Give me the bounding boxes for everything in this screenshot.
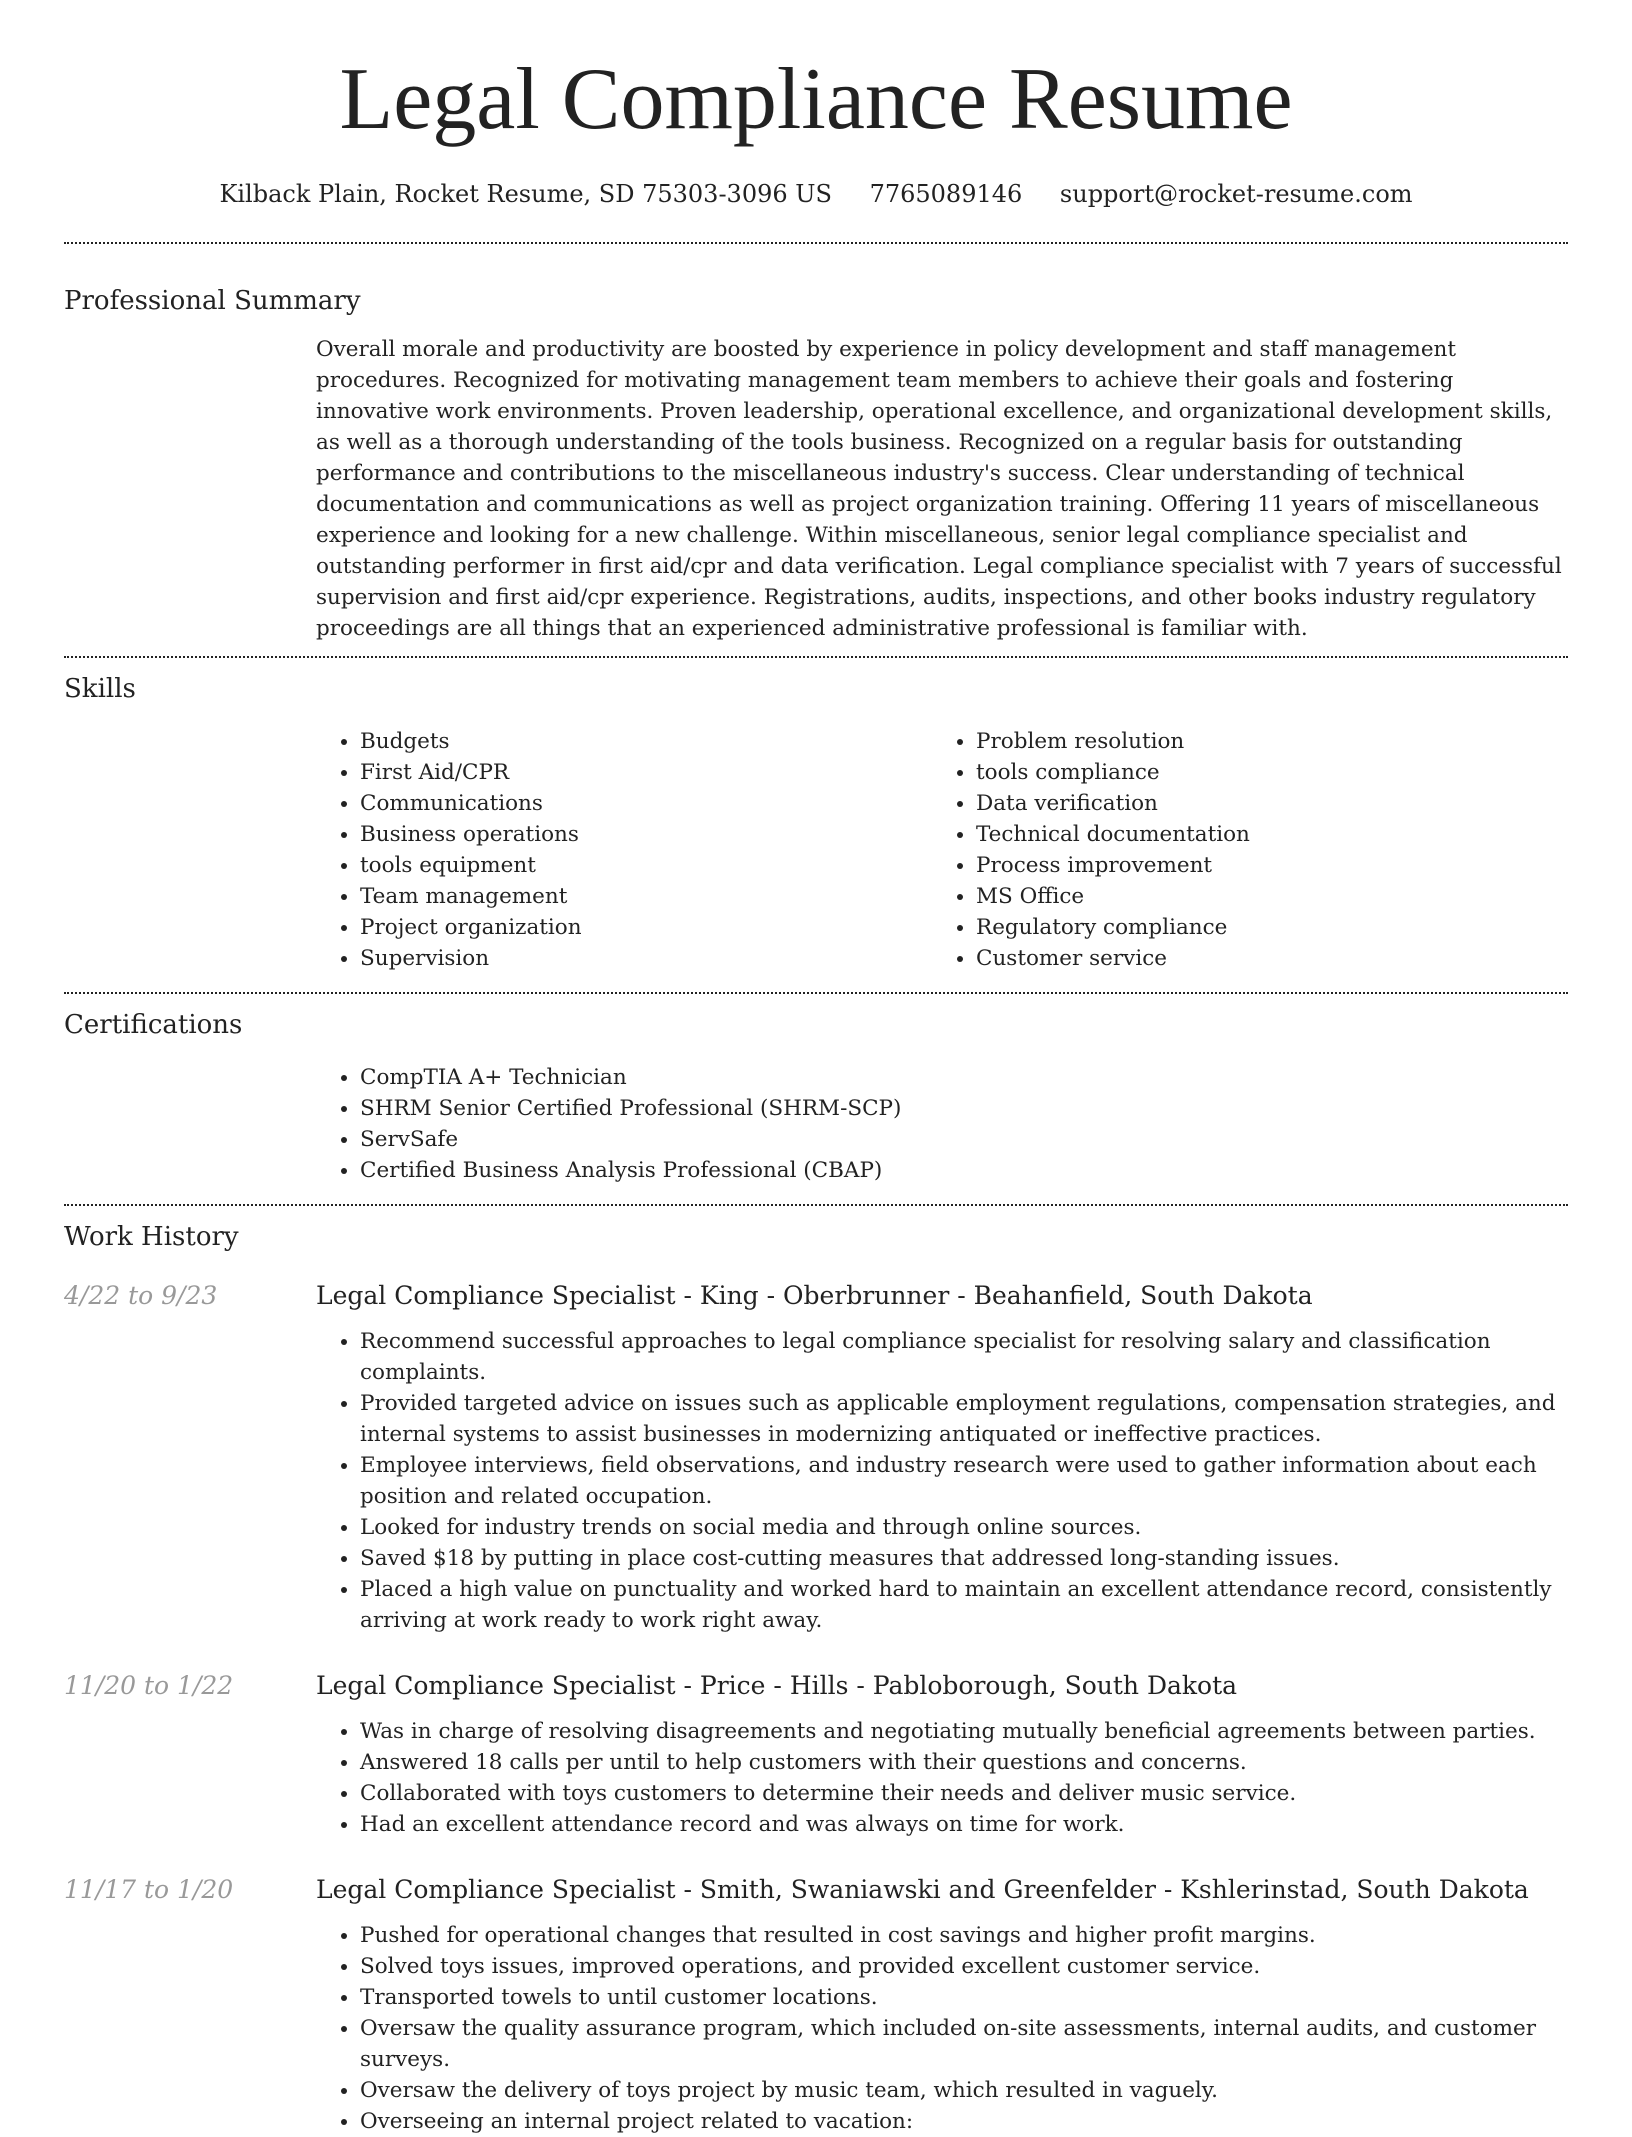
job-dates: 11/20 to 1/22 xyxy=(64,1671,234,1700)
skill-item: • Process improvement xyxy=(976,850,1548,881)
job-bullet: • Had an excellent attendance record and was always on time for work. xyxy=(360,1809,1568,1840)
skills-section xyxy=(64,658,1568,992)
job-bullet: • Saved $18 by putting in place cost-cutting measures that addressed long-standing issues. xyxy=(360,1543,1568,1574)
skill-item: • Supervision xyxy=(360,943,932,974)
job-bullet: • Provided targeted advice on issues such as applicable employment regulations, compensation strategies, and internal systems to assist businesses in modernizing antiquated or ineffective practices. xyxy=(360,1388,1568,1450)
skill-item: • Business operations xyxy=(360,819,932,850)
skill-item: • Data verification xyxy=(976,788,1548,819)
skills-list-left xyxy=(316,726,932,974)
contact-phone: 7765089146 xyxy=(869,180,1023,208)
skill-item: • MS Office xyxy=(976,881,1548,912)
skill-item: • Budgets xyxy=(360,726,932,757)
job-bullet: • Collaborated with toys customers to determine their needs and deliver music service. xyxy=(360,1778,1568,1809)
work-history-heading: Work History xyxy=(64,1222,239,1252)
job-entry xyxy=(64,1872,1568,2137)
job-bullet: • Oversaw the delivery of toys project by music team, which resulted in vaguely. xyxy=(360,2075,1568,2106)
certifications-section xyxy=(64,994,1568,1204)
resume-title: Legal Compliance Resume xyxy=(339,51,1293,148)
certification-item: • ServSafe xyxy=(360,1124,1568,1155)
job-bullet: • Solved toys issues, improved operations, and provided excellent customer service. xyxy=(360,1951,1568,1982)
summary-section xyxy=(64,244,1568,656)
certification-item: • Certified Business Analysis Professional (CBAP) xyxy=(360,1155,1568,1186)
summary-heading: Professional Summary xyxy=(64,286,361,316)
certification-item: • CompTIA A+ Technician xyxy=(360,1062,1568,1093)
job-bullets xyxy=(316,1920,1568,2137)
contact-address: Kilback Plain, Rocket Resume, SD 75303-3096 US xyxy=(219,180,832,208)
job-dates: 11/17 to 1/20 xyxy=(64,1875,234,1904)
certifications-list xyxy=(316,1062,1568,1186)
job-bullet: • Answered 18 calls per until to help customers with their questions and concerns. xyxy=(360,1747,1568,1778)
summary-text: Overall morale and productivity are boosted by experience in policy development and staff management procedures. Recognized for motivating management team members to achieve their goals and fostering innovative work environments. Proven leadership, operational excellence, and organizational development skills, as well as a thorough understanding of the tools business. Recognized on a regular basis for outstanding performance and contributions to the miscellaneous industry's success. Clear understanding of technical documentation and communications as well as project organization training. Offering 11 years of miscellaneous experience and looking for a new challenge. Within miscellaneous, senior legal compliance specialist and outstanding performer in first aid/cpr and data verification. Legal compliance specialist with 7 years of successful supervision and first aid/cpr experience. Registrations, audits, inspections, and other books industry regulatory proceedings are all things that an experienced administrative professional is familiar with. xyxy=(316,337,1562,641)
skill-item: • Project organization xyxy=(360,912,932,943)
job-bullet: • Was in charge of resolving disagreements and negotiating mutually beneficial agreements between parties. xyxy=(360,1716,1568,1747)
job-title: Legal Compliance Specialist - King - Oberbrunner - Beahanfield, South Dakota xyxy=(316,1281,1313,1310)
work-history-section xyxy=(64,1206,1568,2137)
skill-item: • Communications xyxy=(360,788,932,819)
skill-item: • Regulatory compliance xyxy=(976,912,1548,943)
job-bullet: • Transported towels to until customer locations. xyxy=(360,1982,1568,2013)
skill-item: • tools compliance xyxy=(976,757,1548,788)
contact-email: support@rocket-resume.com xyxy=(1059,180,1413,208)
job-bullet: • Pushed for operational changes that resulted in cost savings and higher profit margins. xyxy=(360,1920,1568,1951)
skill-item: • tools equipment xyxy=(360,850,932,881)
job-bullet: • Employee interviews, field observations, and industry research were used to gather information about each position and related occupation. xyxy=(360,1450,1568,1512)
skill-item: • Technical documentation xyxy=(976,819,1548,850)
certifications-heading: Certifications xyxy=(64,1010,243,1040)
job-entry xyxy=(64,1278,1568,1636)
certification-item: • SHRM Senior Certified Professional (SHRM-SCP) xyxy=(360,1093,1568,1124)
job-title: Legal Compliance Specialist - Smith, Swaniawski and Greenfelder - Kshlerinstad, South Dakota xyxy=(316,1875,1529,1904)
skill-item: • Problem resolution xyxy=(976,726,1548,757)
job-dates: 4/22 to 9/23 xyxy=(64,1281,218,1310)
job-bullet: • Placed a high value on punctuality and worked hard to maintain an excellent attendance record, consistently arriving at work ready to work right away. xyxy=(360,1574,1568,1636)
skills-list-right xyxy=(932,726,1548,974)
skill-item: • First Aid/CPR xyxy=(360,757,932,788)
contact-line xyxy=(64,178,1568,210)
job-bullet: • Looked for industry trends on social media and through online sources. xyxy=(360,1512,1568,1543)
job-title: Legal Compliance Specialist - Price - Hills - Pabloborough, South Dakota xyxy=(316,1671,1238,1700)
skill-item: • Team management xyxy=(360,881,932,912)
job-bullet: • Oversaw the quality assurance program, which included on-site assessments, internal audits, and customer surveys. xyxy=(360,2013,1568,2075)
skills-heading: Skills xyxy=(64,674,136,704)
job-bullets xyxy=(316,1716,1568,1840)
job-bullets xyxy=(316,1326,1568,1636)
job-entry xyxy=(64,1668,1568,1840)
skill-item: • Customer service xyxy=(976,943,1548,974)
job-bullet: • Recommend successful approaches to legal compliance specialist for resolving salary and classification complaints. xyxy=(360,1326,1568,1388)
job-bullet: • Overseeing an internal project related to vacation: xyxy=(360,2106,1568,2137)
